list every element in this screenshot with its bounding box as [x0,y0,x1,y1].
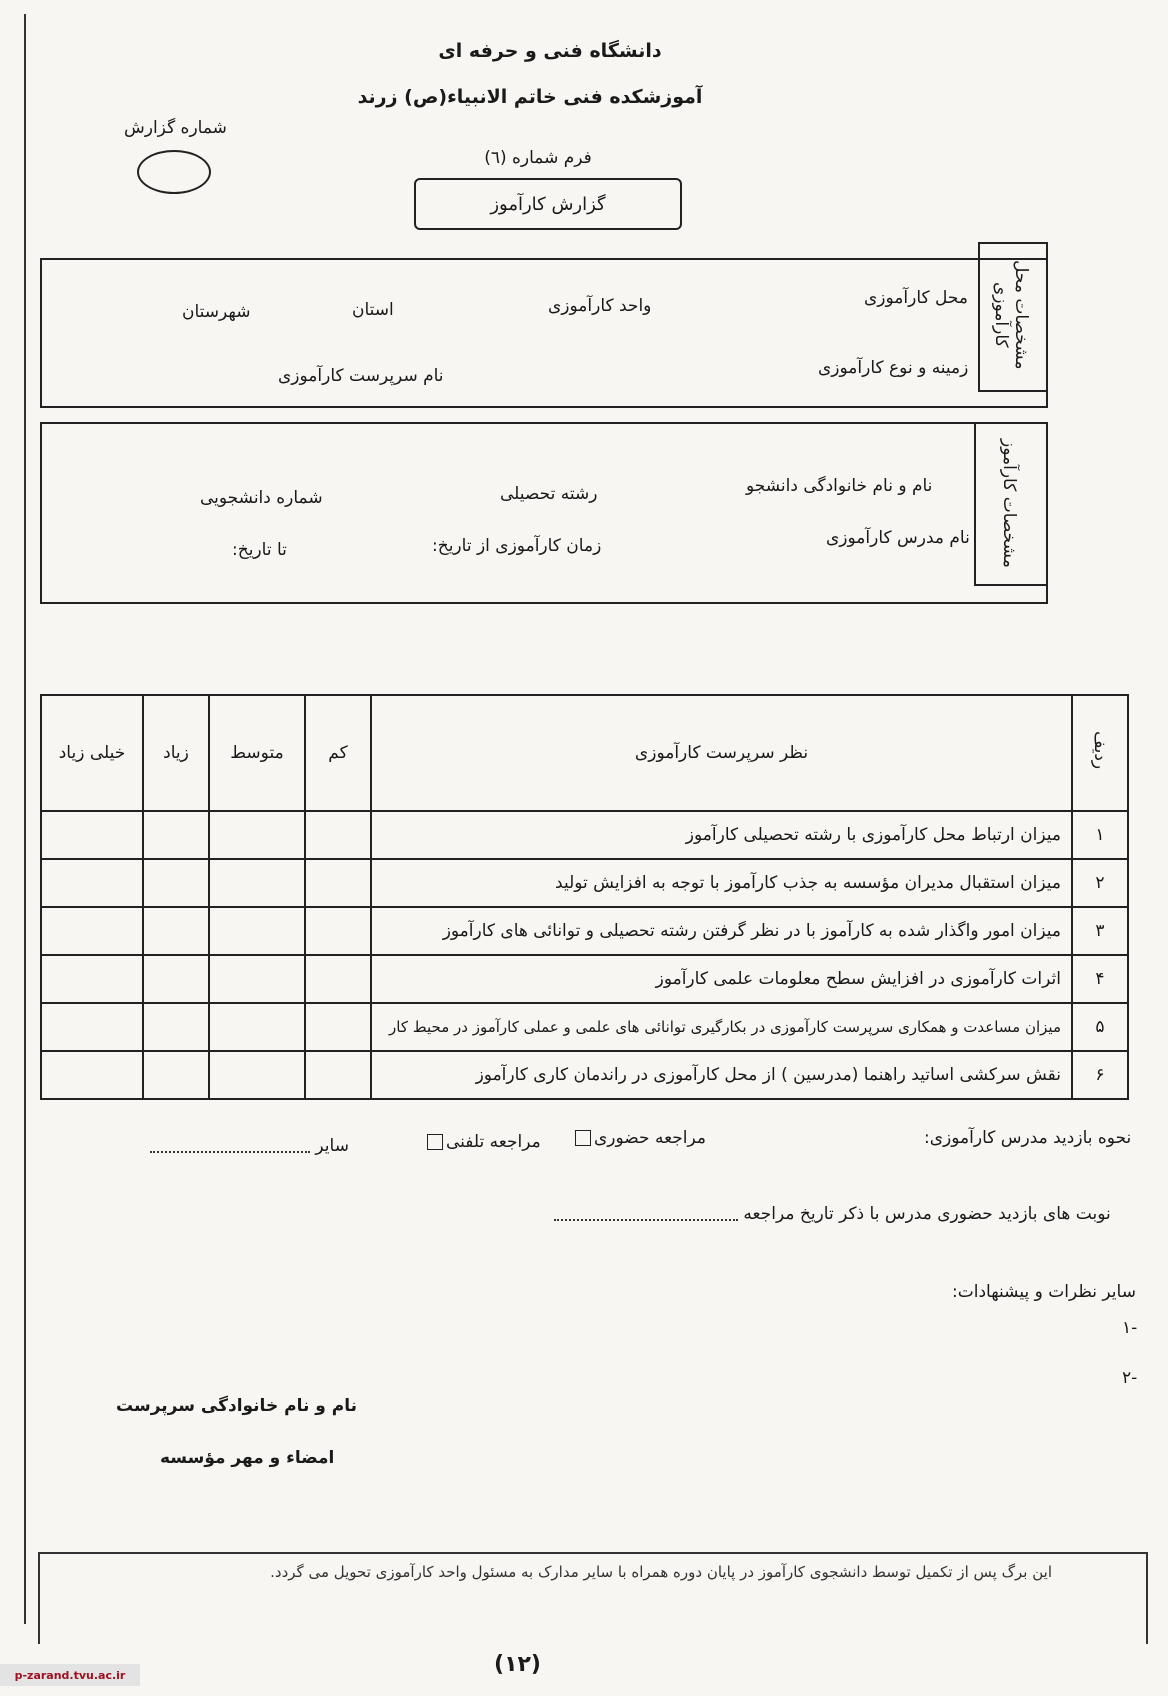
table-row [41,955,1128,1003]
rating-cell-medium[interactable] [209,955,305,1003]
rating-cell-high[interactable] [143,907,209,955]
field-type-label: زمینه و نوع کارآموزی [818,358,969,378]
trainee-side-label: مشخصات کارآموز [999,438,1019,568]
page-number: (۱۲) [494,1652,541,1677]
student-id-label: شماره دانشجویی [200,488,323,508]
rating-cell-very-high[interactable] [41,811,143,859]
workplace-side-label: مشخصات محل کارآموزی [991,260,1031,370]
rating-cell-very-high[interactable] [41,955,143,1003]
workplace-location-label: محل کارآموزی [864,288,968,308]
rating-cell-high[interactable] [143,811,209,859]
comment-item-1[interactable]: -۱ [1122,1318,1138,1338]
row-criterion: میزان ارتباط محل کارآموزی با رشته تحصیلی کارآموز [371,811,1072,859]
phone-label: مراجعه تلفنی [446,1132,541,1152]
table-row [41,907,1128,955]
other-label: سایر [315,1136,349,1156]
form-title-box [414,178,682,230]
rating-cell-medium[interactable] [209,907,305,955]
city-label: شهرستان [182,302,251,322]
university-title: دانشگاه فنی و حرفه ای [438,40,662,62]
row-criterion: اثرات کارآموزی در افزایش سطح معلومات علمی کارآموز [371,955,1072,1003]
major-label: رشته تحصیلی [500,484,598,504]
table-header-row [41,695,1128,811]
instructor-name-label: نام مدرس کارآموزی [826,528,970,548]
rating-cell-low[interactable] [305,955,371,1003]
form-number: فرم شماره (٦) [484,148,592,168]
phone-option[interactable] [424,1132,541,1152]
rating-cell-very-high[interactable] [41,1051,143,1099]
rating-cell-low[interactable] [305,907,371,955]
rating-cell-low[interactable] [305,1003,371,1051]
visit-dates-label: نوبت های بازدید حضوری مدرس با ذکر تاریخ مراجعه [743,1204,1111,1224]
rating-cell-very-high[interactable] [41,907,143,955]
student-name-label: نام و نام خانوادگی دانشجو [746,476,933,496]
row-criterion: میزان مساعدت و همکاری سرپرست کارآموزی در بکارگیری توانائی های علمی و عملی کارآموز در محیط کار [371,1003,1072,1051]
phone-checkbox[interactable] [427,1134,443,1150]
in-person-label: مراجعه حضوری [594,1128,706,1148]
workplace-section [40,258,1048,408]
table-row [41,1003,1128,1051]
trainee-section [40,422,1048,604]
visit-dates-line [554,1204,1111,1224]
report-number-oval[interactable] [137,150,211,194]
workplace-unit-label: واحد کارآموزی [548,296,652,316]
row-criterion: نقش سرکشی اساتید راهنما (مدرسین ) از محل کارآموزی در راندمان کاری کارآموز [371,1051,1072,1099]
province-label: استان [352,300,394,320]
table-row [41,859,1128,907]
comment-item-2[interactable]: -۲ [1122,1368,1138,1388]
rating-cell-low[interactable] [305,859,371,907]
col-medium-header: متوسط [209,695,305,811]
col-row-header: ردیف [1072,695,1128,811]
row-number: ۲ [1072,859,1128,907]
col-criterion-header: نظر سرپرست کارآموزی [371,695,1072,811]
rating-cell-very-high[interactable] [41,1003,143,1051]
college-title: آموزشکده فنی خاتم الانبیاء(ص) زرند [357,86,703,108]
evaluation-table [40,694,1129,1100]
col-low-header: کم [305,695,371,811]
form-title: گزارش کارآموز [490,193,606,215]
rating-cell-high[interactable] [143,1051,209,1099]
other-option [150,1136,349,1156]
row-criterion: میزان امور واگذار شده به کارآموز با در نظر گرفتن رشته تحصیلی و توانائی های کارآموز [371,907,1072,955]
in-person-option[interactable] [572,1128,706,1148]
row-criterion: میزان استقبال مدیران مؤسسه به جذب کارآموز با توجه به افزایش تولید [371,859,1072,907]
from-date-label: زمان کارآموزی از تاریخ: [432,536,602,556]
footer-note: این برگ پس از تکمیل توسط دانشجوی کارآموز در پایان دوره همراه با سایر مدارک به مسئول واحد کارآموزی تحویل می گردد. [270,1563,1052,1581]
row-number: ۳ [1072,907,1128,955]
comments-label: سایر نظرات و پیشنهادات: [952,1282,1136,1302]
to-date-label: تا تاریخ: [232,540,287,560]
rating-cell-medium[interactable] [209,1003,305,1051]
other-input-line[interactable] [150,1139,310,1153]
rating-cell-high[interactable] [143,955,209,1003]
table-row [41,1051,1128,1099]
row-number: ۴ [1072,955,1128,1003]
row-number: ۶ [1072,1051,1128,1099]
visit-dates-input-line[interactable] [554,1207,738,1221]
report-number-label: شماره گزارش [124,118,227,138]
rating-cell-high[interactable] [143,859,209,907]
col-very-high-header: خیلی زیاد [41,695,143,811]
rating-cell-high[interactable] [143,1003,209,1051]
rating-cell-medium[interactable] [209,1051,305,1099]
row-number: ۱ [1072,811,1128,859]
in-person-checkbox[interactable] [575,1130,591,1146]
rating-cell-low[interactable] [305,811,371,859]
supervisor-name-label: نام سرپرست کارآموزی [278,366,444,386]
supervisor-fullname-label: نام و نام خانوادگی سرپرست [116,1396,357,1416]
table-row [41,811,1128,859]
rating-cell-medium[interactable] [209,811,305,859]
rating-cell-medium[interactable] [209,859,305,907]
site-stamp: p-zarand.tvu.ac.ir [0,1664,140,1686]
col-high-header: زیاد [143,695,209,811]
visit-method-label: نحوه بازدید مدرس کارآموزی: [924,1128,1132,1148]
sign-stamp-label: امضاء و مهر مؤسسه [160,1448,335,1468]
rating-cell-low[interactable] [305,1051,371,1099]
row-number: ۵ [1072,1003,1128,1051]
rating-cell-very-high[interactable] [41,859,143,907]
